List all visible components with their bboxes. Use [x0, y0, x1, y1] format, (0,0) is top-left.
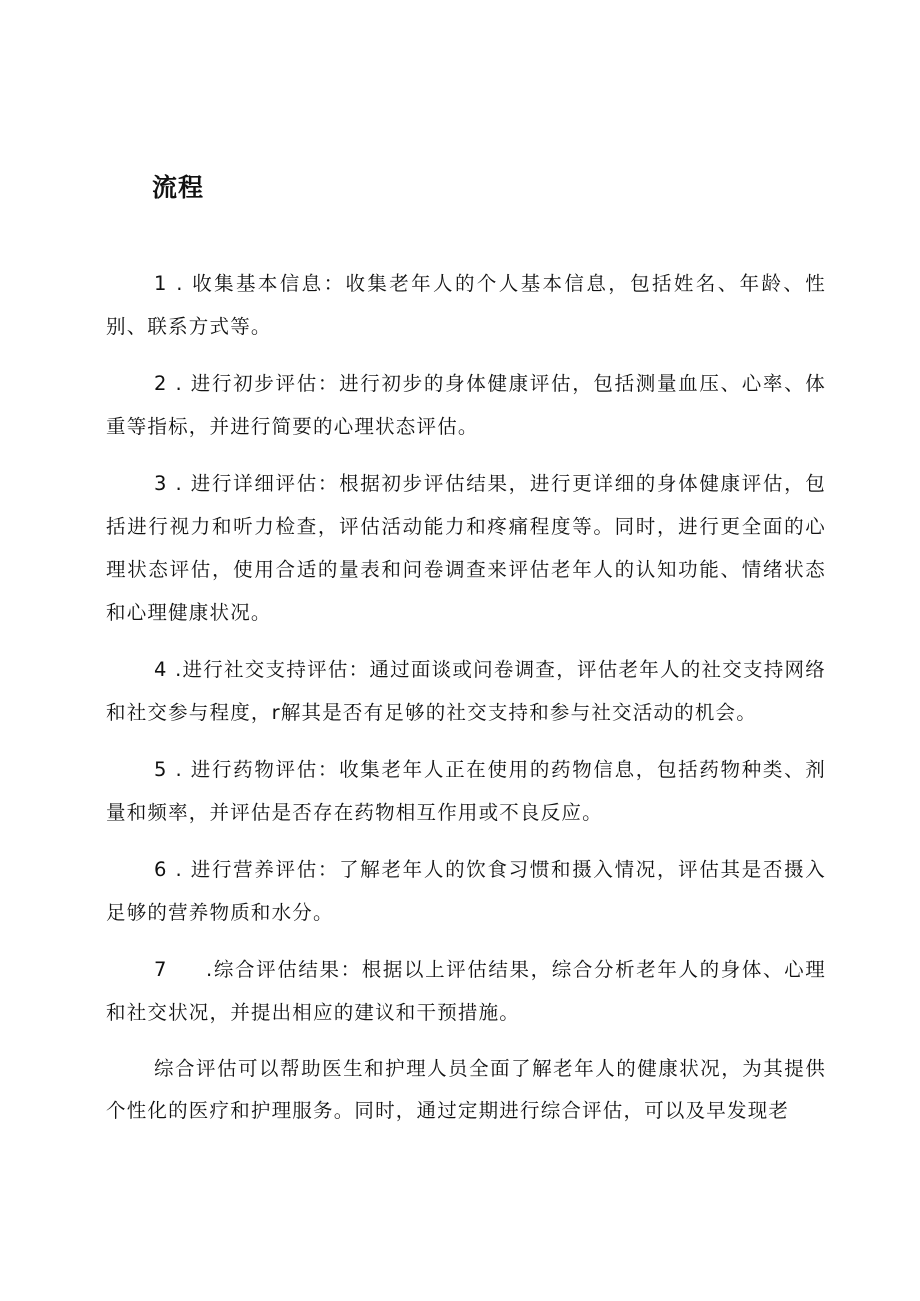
- step-number: 3: [154, 472, 168, 495]
- step-number: 1: [154, 272, 168, 295]
- step-number: 6: [154, 858, 168, 881]
- step-paragraph-2: [106, 362, 826, 448]
- step-paragraph-7: [106, 948, 826, 1034]
- step-text: . 进行详细评估：根据初步评估结果，进行更详细的身体健康评估，包括进行视力和听力检查，评估活动能力和疼痛程度等。同时，进行更全面的心理状态评估，使用合适的量表和问卷调查来评估老年人的认知功能、情绪状态和心理健康状况。: [106, 472, 826, 624]
- document-body: [106, 262, 826, 1146]
- step-number: 2: [154, 372, 168, 395]
- step-paragraph-3: [106, 462, 826, 634]
- step-number: 4: [154, 658, 168, 681]
- step-number: 5: [154, 758, 168, 781]
- step-paragraph-1: [106, 262, 826, 348]
- step-paragraph-6: [106, 848, 826, 934]
- step-number: 7: [154, 958, 168, 981]
- step-paragraph-4: [106, 648, 826, 734]
- step-text: .综合评估结果：根据以上评估结果，综合分析老年人的身体、心理和社交状况，并提出相应的建议和干预措施。: [106, 958, 826, 1024]
- step-text: . 进行药物评估：收集老年人正在使用的药物信息，包括药物种类、剂量和频率，并评估是否存在药物相互作用或不良反应。: [106, 758, 826, 824]
- step-text: . 进行营养评估：了解老年人的饮食习惯和摄入情况，评估其是否摄入足够的营养物质和水分。: [106, 858, 826, 924]
- step-paragraph-5: [106, 748, 826, 834]
- step-text: . 进行初步评估：进行初步的身体健康评估，包括测量血压、心率、体重等指标，并进行简要的心理状态评估。: [106, 372, 826, 438]
- step-text: . 收集基本信息：收集老年人的个人基本信息，包括姓名、年龄、性别、联系方式等。: [106, 272, 826, 338]
- summary-paragraph: 综合评估可以帮助医生和护理人员全面了解老年人的健康状况，为其提供个性化的医疗和护理服务。同时，通过定期进行综合评估，可以及早发现老: [106, 1057, 826, 1122]
- step-text: .进行社交支持评估：通过面谈或问卷调查，评估老年人的社交支持网络和社交参与程度，r解其是否有足够的社交支持和参与社交活动的机会。: [106, 658, 826, 724]
- section-heading: 流程: [152, 173, 205, 202]
